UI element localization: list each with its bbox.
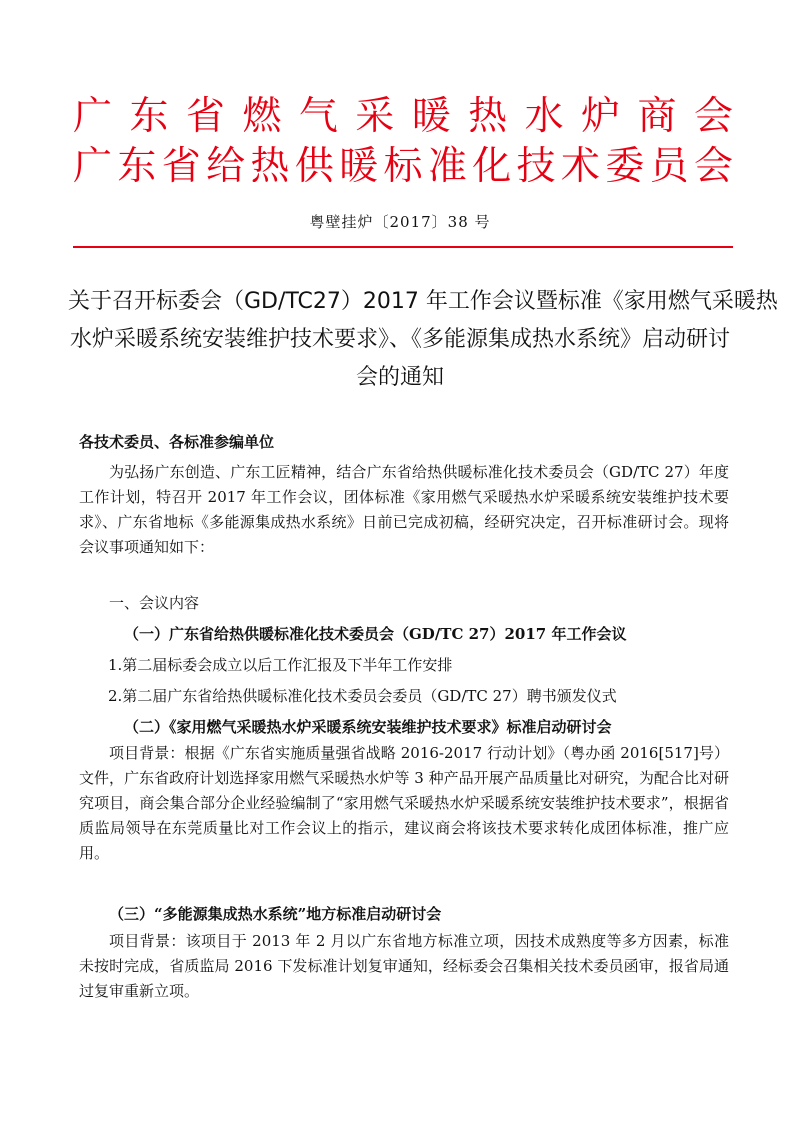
document-number: 粤壁挂炉〔2017〕38 号 xyxy=(309,213,491,231)
agenda-item-2-background: 项目背景：根据《广东省实施质量强省战略 2016-2017 行动计划》（粤办函 2016[517]号）文件，广东省政府计划选择家用燃气采暖热水炉等 3 种产品开展产品质量比对研究，为配合比对研究项目，商会集合部分企业经验编制了“家用燃气采暖热水炉采暖系统安装维护技术要求”，根据省质监局领导在东莞质量比对工作会议上的指示，建议商会将该技术要求转化成团体标准，推广应用。 xyxy=(79,744,729,862)
agenda-item-1: （一）广东省给热供暖标准化技术委员会（GD/TC 27）2017 年工作会议 xyxy=(124,625,627,643)
agenda-item-3-background: 项目背景：该项目于 2013 年 2 月以广东省地方标准立项，因技术成熟度等多方因素，标准未按时完成，省质监局 2016 下发标准计划复审通知，经标委会召集相关技术委员函审，报省局通过复审重新立项。 xyxy=(79,932,729,1000)
intro-paragraph: 为弘扬广东创造、广东工匠精神，结合广东省给热供暖标准化技术委员会（GD/TC 27）年度工作计划，特召开 2017 年工作会议，团体标准《家用燃气采暖热水炉采暖系统安装维护技术要求》、广东省地标《多能源集成热水系统》日前已完成初稿，经研究决定，召开标准研讨会。现将会议事项通知如下： xyxy=(79,463,729,556)
title-line-3: 会的通知 xyxy=(355,365,444,390)
agenda-item-1-1: 1.第二届标委会成立以后工作汇报及下半年工作安排 xyxy=(108,656,453,674)
agenda-item-2: （二）《家用燃气采暖热水炉采暖系统安装维护技术要求》标准启动研讨会 xyxy=(124,718,612,736)
title-line-1: 关于召开标委会（GD/TC27）2017 年工作会议暨标准《家用燃气采暖热 xyxy=(68,289,778,314)
notice-title xyxy=(68,283,778,397)
header-divider xyxy=(73,246,733,248)
section-heading-meeting-content: 一、会议内容 xyxy=(109,594,200,612)
agenda-item-3: （三）“多能源集成热水系统”地方标准启动研讨会 xyxy=(109,905,442,923)
agenda-item-1-2: 2.第二届广东省给热供暖标准化技术委员会委员（GD/TC 27）聘书颁发仪式 xyxy=(108,687,617,705)
organization-name-2: 广东省给热供暖标准化技术委员会 xyxy=(73,144,733,189)
organization-name-1: 广 东 省 燃 气 采 暖 热 水 炉 商 会 xyxy=(73,94,733,139)
salutation: 各技术委员、各标准参编单位 xyxy=(79,433,275,451)
title-line-2: 水炉采暖系统安装维护技术要求》、《多能源集成热水系统》启动研讨 xyxy=(69,327,730,352)
